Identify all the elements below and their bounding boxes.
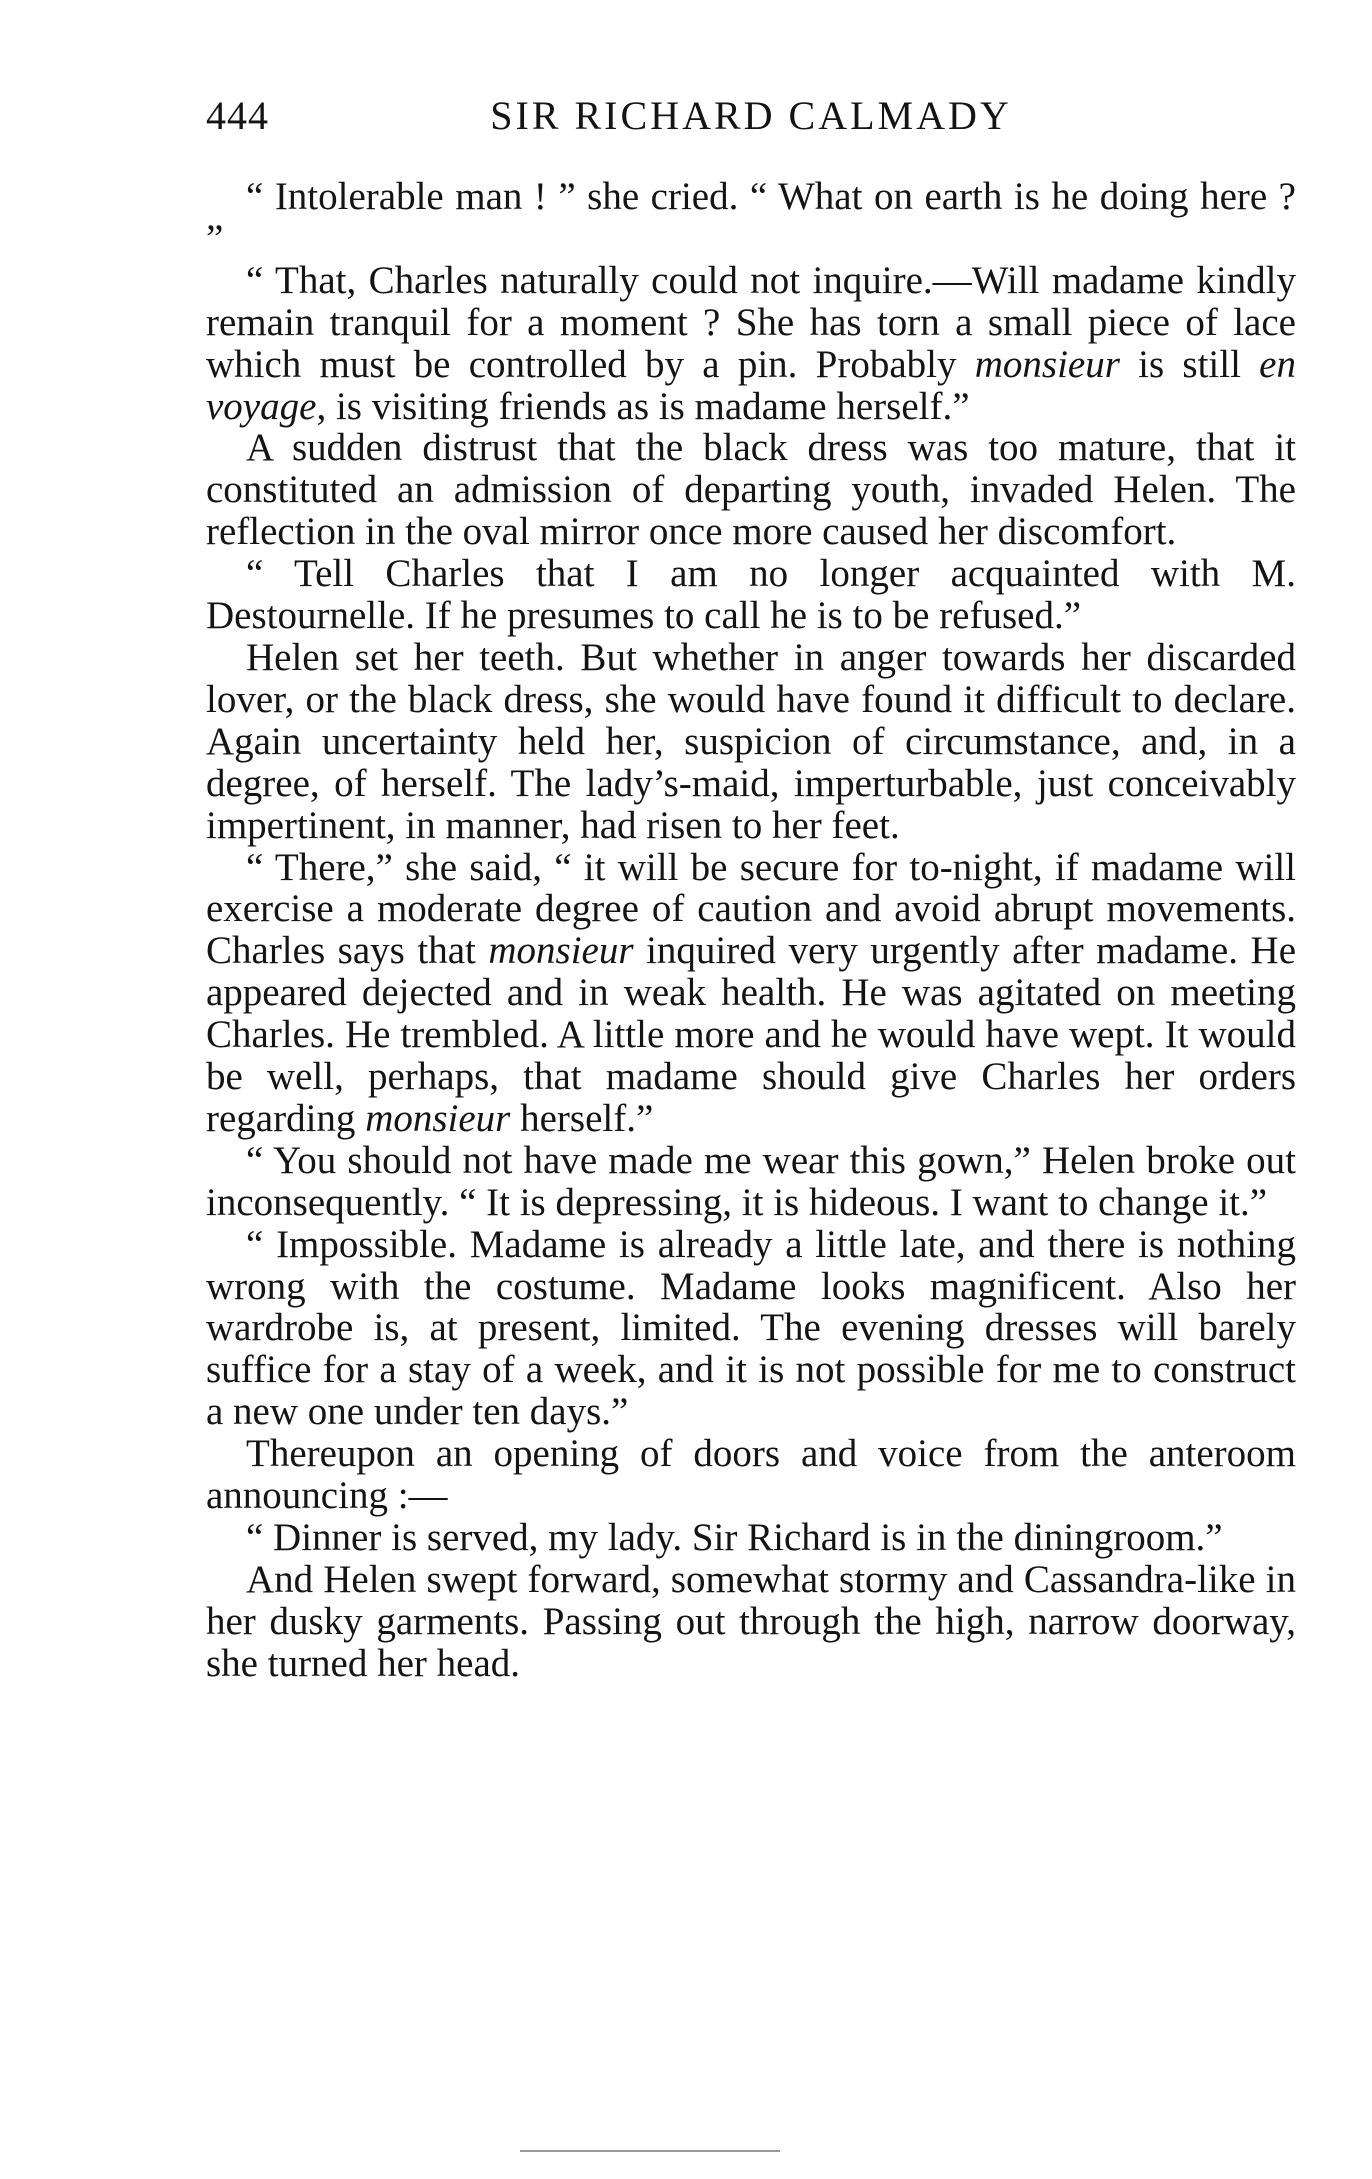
paragraph bbox=[206, 1559, 1296, 1685]
paragraph bbox=[206, 637, 1296, 847]
text-run: “ There,” she said, “ it will be secure for to-night, if madame will exercise a moderate degree of caution and avoid abrupt movements. Charles says that bbox=[206, 845, 1296, 973]
page-header bbox=[206, 92, 1296, 152]
text-run: “ Tell Charles that I am no longer acquainted with M. Destournelle. If he presumes to call he is to be refused.” bbox=[206, 552, 1296, 638]
page-number: 444 bbox=[206, 93, 269, 138]
running-title: SIR RICHARD CALMADY bbox=[490, 93, 1012, 138]
text-run: , is visiting friends as is madame herself.” bbox=[316, 384, 970, 428]
text-run: inquired very urgently after madame. He appeared dejected and in weak health. He was agitated on meeting Charles. He trembled. A little more and he would have wept. It would be well, perhaps, that madame should give Charles her orders regarding bbox=[206, 929, 1296, 1140]
text-run: herself.” bbox=[510, 1096, 654, 1140]
paragraph bbox=[206, 847, 1296, 1140]
text-run: is still bbox=[1119, 342, 1260, 386]
paragraph bbox=[206, 260, 1296, 428]
paragraph bbox=[206, 427, 1296, 553]
paragraph bbox=[206, 1433, 1296, 1517]
text-run: Helen set her teeth. But whether in anger towards her discarded lover, or the black dress, she would have found it difficult to declare. Again uncertainty held her, suspicion of circumstance, and, in a degree, of herself. The lady’s-maid, imperturbable, just conceivably impertinent, in manner, had risen to her feet. bbox=[206, 635, 1296, 847]
text-run: “ Impossible. Madame is already a little late, and there is nothing wrong with the costume. Madame looks magnificent. Also her wardrobe is, at present, limited. The evening dresses will barely suffice for a stay of a week, and it is not possible for me to construct a new one under ten days.” bbox=[206, 1222, 1296, 1434]
text-run: And Helen swept forward, somewhat stormy and Cassandra-like in her dusky garments. Passing out through the high, narrow doorway, she turned her head. bbox=[206, 1557, 1296, 1685]
text-run: Thereupon an opening of doors and voice from the anteroom announcing :— bbox=[206, 1432, 1296, 1518]
body-text bbox=[206, 176, 1296, 1685]
paragraph bbox=[206, 1517, 1296, 1559]
italic-text: en voyage bbox=[206, 342, 1296, 428]
text-run: “ Intolerable man ! ” she cried. “ What on earth is he doing here ? ” bbox=[206, 175, 1296, 260]
text-run: “ Dinner is served, my lady. Sir Richard is in the diningroom.” bbox=[246, 1516, 1223, 1559]
text-run: A sudden distrust that the black dress was too mature, that it constituted an admission of departing youth, invaded Helen. The reflection in the oval mirror once more caused her discomfort. bbox=[206, 426, 1296, 554]
italic-text: monsieur bbox=[488, 929, 634, 973]
text-run: “ You should not have made me wear this gown,” Helen broke out inconsequently. “ It is depressing, it is hideous. I want to change it.” bbox=[206, 1138, 1296, 1224]
paragraph bbox=[206, 1224, 1296, 1434]
paragraph bbox=[206, 176, 1296, 260]
paragraph bbox=[206, 553, 1296, 637]
paragraph bbox=[206, 1140, 1296, 1224]
italic-text: monsieur bbox=[974, 342, 1120, 386]
text-run: “ That, Charles naturally could not inquire.—Will madame kindly remain tranquil for a moment ? She has torn a small piece of lace which must be controlled by a pin. Probably bbox=[206, 258, 1296, 386]
italic-text: monsieur bbox=[365, 1096, 511, 1140]
footer-rule bbox=[520, 2150, 780, 2152]
